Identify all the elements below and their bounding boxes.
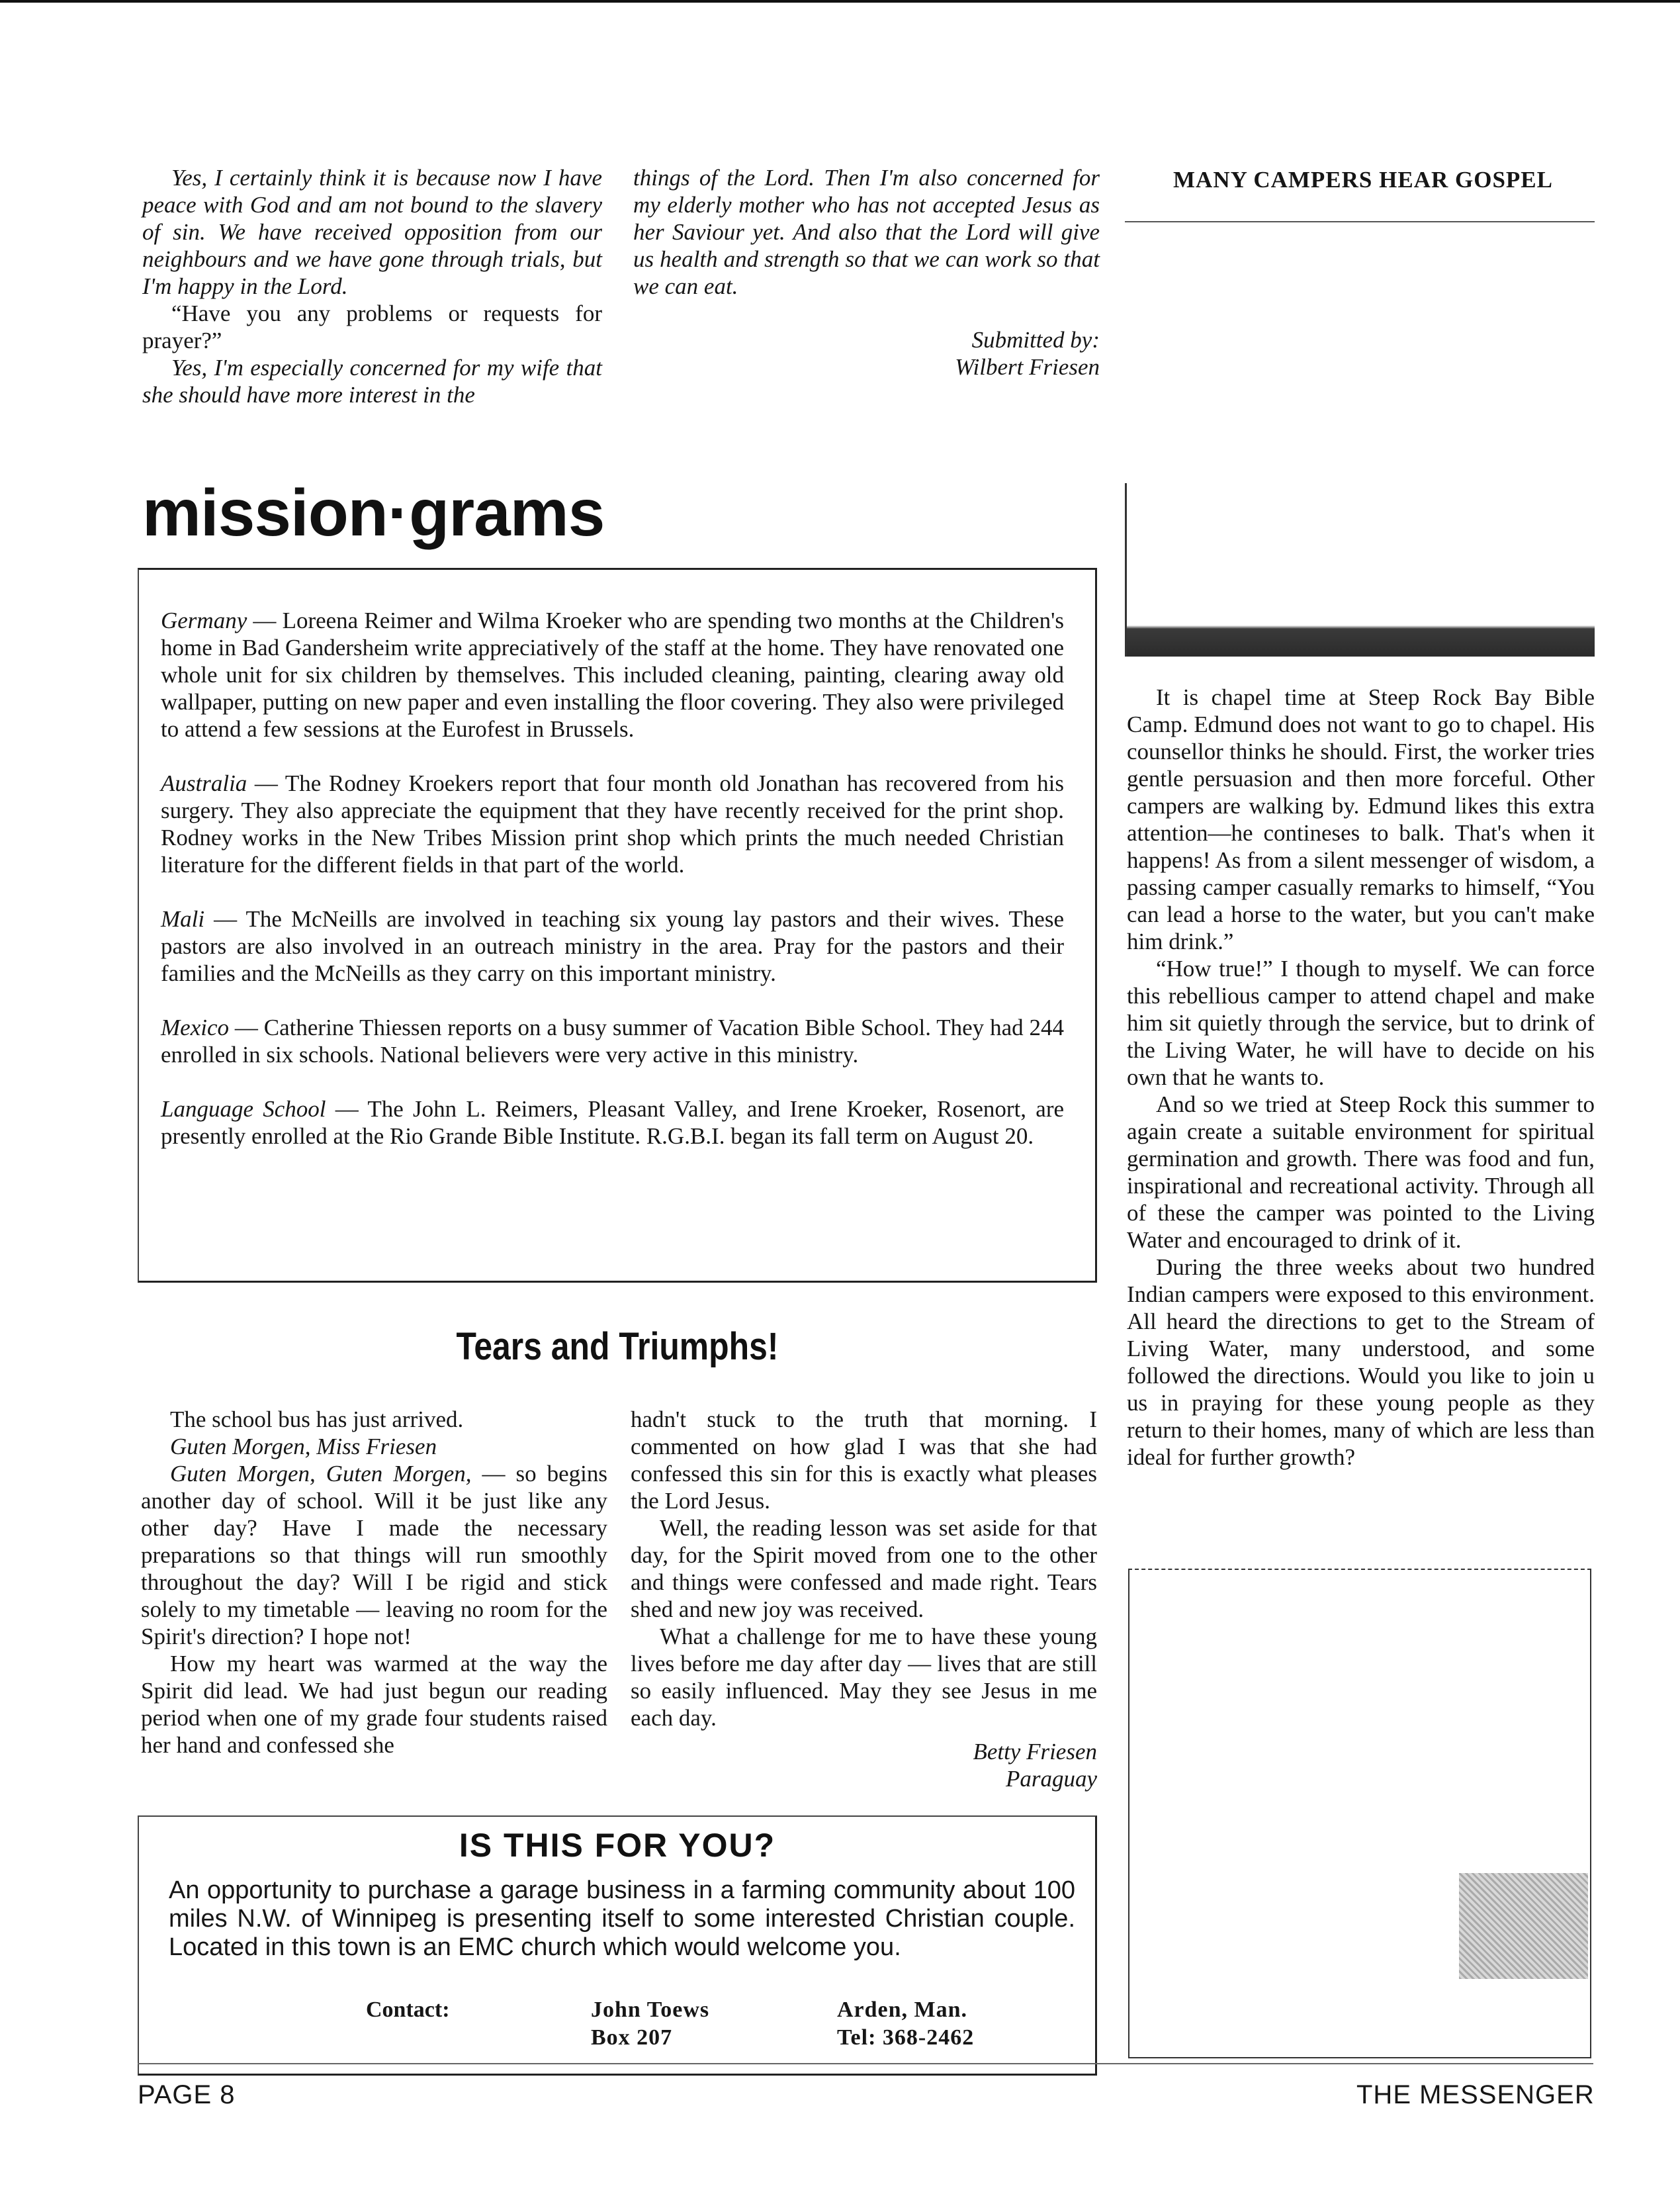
- missiongrams-title: mission·grams: [142, 476, 605, 550]
- tears-author: Betty Friesen: [973, 1739, 1097, 1765]
- ad-contact-label: Contact:: [366, 1997, 450, 2022]
- sidebar-headline-rule: [1125, 221, 1595, 222]
- missiongram-item: [161, 905, 1064, 987]
- sidebar-paragraph: During the three weeks about two hundred Indian campers were exposed to this environment. All heard the directions to get to the Stream of Living Water, many understood, and some followed the directions. Would you like to join u us in praying for these young people as they return to their homes, many of which are less than ideal for further growth?: [1127, 1254, 1595, 1470]
- missiongram-place: Mali: [161, 906, 205, 932]
- tears-paragraph: How my heart was warmed at the way the Spirit did lead. We had just begun our reading period when one of my grade four students raised her hand and confessed she: [141, 1651, 607, 1758]
- tears-greeting: Guten Morgen, Miss Friesen: [170, 1434, 437, 1459]
- camp-photo-bottom: [1128, 1569, 1591, 2058]
- missiongram-place: Germany: [161, 608, 247, 633]
- ad-contact-box: Box 207: [591, 2025, 673, 2050]
- interview-answer-1: Yes, I certainly think it is because now I have peace with God and am not bound to the slavery of sin. We have received opposition from our neighbours and we have gone through trials, but I'm happy in the Lord.: [142, 165, 602, 299]
- missiongram-text: — Loreena Reimer and Wilma Kroeker who are spending two months at the Children's home in Bad Gandersheim write appreciatively of the staff at the home. They have renovated one whole unit for six children by themselves. This included cleaning, painting, clearing away old wallpaper, putting on new paper and even installing the floor covering. They also were privileged to attend a few sessions at the Eurofest in Brussels.: [161, 608, 1064, 742]
- missiongram-text: — The Rodney Kroekers report that four month old Jonathan has recovered from his surgery. They also appreciate the equipment that they have recently received for the print shop. Rodney works in the New Tribes Mission print shop which prints the much needed Christian literature for the different fields in that part of the world.: [161, 770, 1064, 878]
- missiongram-item: [161, 1014, 1064, 1068]
- sidebar-headline: MANY CAMPERS HEAR GOSPEL: [1173, 167, 1553, 193]
- publication-name: THE MESSENGER: [1356, 2080, 1595, 2109]
- tears-paragraph: hadn't stuck to the truth that morning. I commented on how glad I was that she had confessed this sin for this is exactly what pleases the Lord Jesus.: [631, 1406, 1097, 1514]
- camp-photo-top: [1125, 483, 1595, 657]
- ad-contact-name: John Toews: [591, 1997, 710, 2022]
- submitted-name: Wilbert Friesen: [955, 354, 1100, 380]
- interview-answer-2: Yes, I'm especially concerned for my wife that she should have more interest in the: [142, 355, 602, 408]
- missiongram-text: — The McNeills are involved in teaching six young lay pastors and their wives. These pastors are also involved in an outreach ministry in the area. Pray for the pastors and their families and the McNeills as they carry on this important ministry.: [161, 906, 1064, 986]
- top-border: [0, 0, 1680, 3]
- footer-rule: [138, 2063, 1593, 2064]
- sidebar-paragraph: And so we tried at Steep Rock this summer to again create a suitable environment for spiritual germination and growth. There was food and fun, inspirational and recreational activity. Through all of these the camper was pointed to the Living Water and encouraged to drink of it.: [1127, 1091, 1595, 1253]
- sidebar-article: [1127, 684, 1595, 1471]
- tears-paragraph-text: — so begins another day of school. Will it be just like any other day? Have I made the necessary preparations so that things will run smoothly throughout the day? Will I be rigid and stick solely to my timetable — leaving no room for the Spirit's direction? I hope not!: [141, 1461, 607, 1649]
- interview-col1: [142, 164, 602, 408]
- tears-paragraph: Well, the reading lesson was set aside for that day, for the Spirit moved from one to the other and things were confessed and made right. Tears shed and new joy was received.: [631, 1515, 1097, 1622]
- interview-question: “Have you any problems or requests for prayer?”: [142, 300, 602, 353]
- missiongram-place: Language School: [161, 1096, 326, 1122]
- tears-title: Tears and Triumphs!: [456, 1325, 779, 1368]
- sidebar-paragraph: “How true!” I though to myself. We can force this rebellious camper to attend chapel and make him sit quietly through the service, but to drink of the Living Water, he will have to decide on his own that he wants to.: [1127, 956, 1595, 1090]
- ad-contact-tel: Tel: 368-2462: [837, 2025, 975, 2050]
- tears-location: Paraguay: [1005, 1766, 1097, 1792]
- missiongram-place: Mexico: [161, 1015, 229, 1040]
- missiongram-item: [161, 770, 1064, 878]
- missiongram-place: Australia: [161, 770, 247, 796]
- ad-contact-town: Arden, Man.: [837, 1997, 968, 2022]
- tears-paragraph: The school bus has just arrived.: [170, 1406, 464, 1432]
- camp-photo-texture: [1459, 1873, 1588, 1979]
- tears-col1: [141, 1406, 607, 1759]
- missiongram-item: [161, 607, 1064, 743]
- missiongram-text: — Catherine Thiessen reports on a busy summer of Vacation Bible School. They had 244 enrolled in six schools. National believers were very active in this ministry.: [161, 1015, 1064, 1068]
- tears-paragraph: [141, 1460, 607, 1650]
- tears-col2: [631, 1406, 1097, 1792]
- page-number: PAGE 8: [138, 2080, 236, 2109]
- sidebar-paragraph: It is chapel time at Steep Rock Bay Bible Camp. Edmund does not want to go to chapel. His counsellor thinks he should. First, the worker tries gentle persuasion and then more forceful. Other campers are walking by. Edmund likes this extra attention—he contineses to balk. That's when it happens! As from a silent messenger of wisdom, a passing camper casually remarks to himself, “You can lead a horse to the water, but you can't make him drink.”: [1127, 684, 1595, 954]
- missiongram-item: [161, 1095, 1064, 1150]
- ad-title: IS THIS FOR YOU?: [459, 1827, 776, 1864]
- tears-greeting-lead: Guten Morgen, Guten Morgen,: [170, 1461, 472, 1487]
- missiongrams-items: [161, 607, 1064, 1150]
- missiongram-text: — The John L. Reimers, Pleasant Valley, and Irene Kroeker, Rosenort, are presently enrolled at the Rio Grande Bible Institute. R.G.B.I. began its fall term on August 20.: [161, 1096, 1065, 1149]
- interview-col2: [633, 164, 1100, 381]
- ad-body: An opportunity to purchase a garage business in a farming community about 100 miles N.W. of Winnipeg is presenting itself to some interested Christian couple. Located in this town is an EMC church which would welcome you.: [169, 1876, 1075, 1961]
- interview-answer-3: things of the Lord. Then I'm also concerned for my elderly mother who has not accepted Jesus as her Saviour yet. And also that the Lord will give us health and strength so that we can work so that we can eat.: [633, 165, 1100, 299]
- submitted-label: Submitted by:: [971, 327, 1100, 353]
- tears-paragraph: What a challenge for me to have these young lives before me day after day — lives that are still so easily influenced. May they see Jesus in me each day.: [631, 1624, 1097, 1731]
